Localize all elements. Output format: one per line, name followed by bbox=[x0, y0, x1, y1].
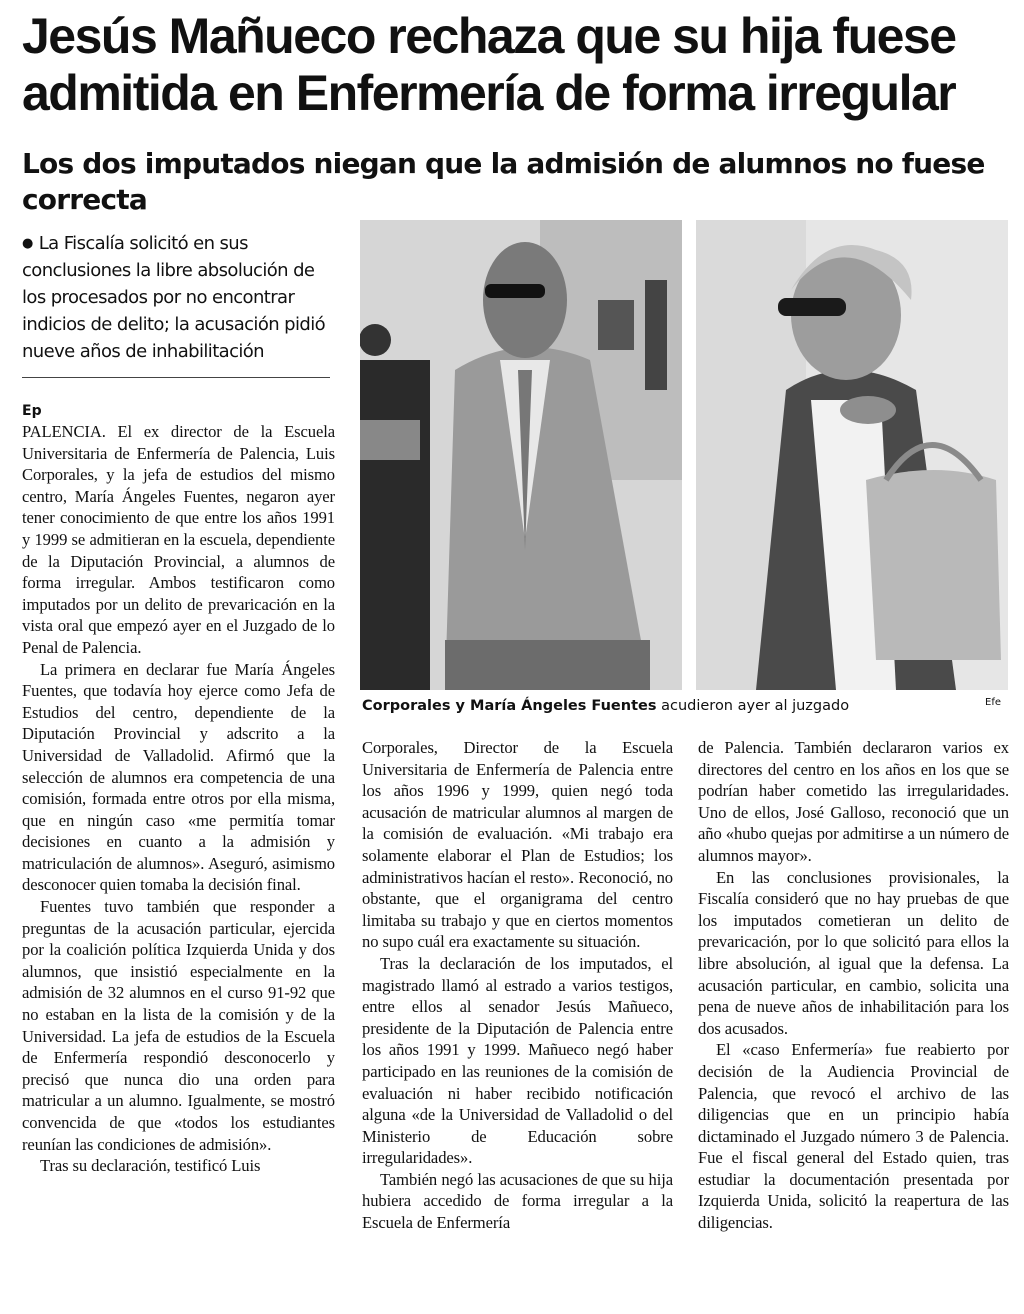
paragraph: En las conclusiones provisionales, la Fiscalía consideró que no hay pruebas de que los imputados cometieran un delito de prevaricación, por lo que solicitó para ellos la libre absolución, al igual que la defensa. La acusación particular, en cambio, solicita una pena de nueve años de inhabilitación para los dos acusados. bbox=[698, 867, 1009, 1038]
paragraph: Tras la declaración de los imputados, el magistrado llamó al estrado a varios testigos, entre ellos al senador Jesús Mañueco, presidente de la Diputación de Palencia entre los años 1991 y 1999. Mañueco negó haber participado en las reuniones de la comisión de evaluación ni haber recibido notificación alguna «de la Universidad de Valladolid o del Ministerio de Educación sobre irregularidades». bbox=[362, 953, 673, 1168]
paragraph: La primera en declarar fue María Ángeles Fuentes, que todavía hoy ejerce como Jefa de Estudios del centro, dependiente de la Diputación Provincial y adscrito a la Universidad de Valladolid. Afirmó que la selección de alumnos era competencia de una comisión, formada entre otros por ella misma, que en ningún caso «me permitía tomar decisiones en cuanto a la admisión y matriculación de alumnos». Aseguró, asimismo desconocer quien tomaba la decisión final. bbox=[22, 659, 335, 895]
photo-credit: Efe bbox=[985, 697, 1001, 708]
paragraph: También negó las acusaciones de que su hija hubiera accedido de forma irregular a la Escuela de Enfermería bbox=[362, 1169, 673, 1233]
article-column-1 bbox=[22, 421, 335, 1177]
paragraph: El «caso Enfermería» fue reabierto por decisión de la Audiencia Provincial de Palencia, que revocó el archivo de las diligencias que en un principio había dictaminado el Juzgado número 3 de Palencia. Fue el fiscal general del Estado quien, tras estudiar la documentación presentada por Izquierda Unida, solicitó la reapertura de las diligencias. bbox=[698, 1040, 1009, 1233]
summary-divider bbox=[22, 377, 330, 378]
photo-fuentes-image bbox=[696, 220, 1008, 690]
summary-text: La Fiscalía solicitó en sus conclusiones la libre absolución de los procesados por no encontrar indicios de delito; la acusación pidió nueve años de inhabilitación bbox=[22, 233, 326, 362]
photo-corporales-image bbox=[360, 220, 682, 690]
paragraph: de Palencia. También declararon varios ex directores del centro en los años en los que se podrían haber cometido las irregularidades. Uno de ellos, José Galloso, reconoció que un año «hubo quejas por admitirse a un número de alumnos mayor». bbox=[698, 738, 1009, 865]
article-column-3 bbox=[698, 737, 1009, 1234]
paragraph: Tras su declaración, testificó Luis bbox=[40, 1156, 261, 1176]
bullet-icon: ● bbox=[22, 236, 33, 251]
byline: Ep bbox=[22, 403, 42, 419]
paragraph: PALENCIA. El ex director de la Escuela Universitaria de Enfermería de Palencia, Luis Corporales, y la jefa de estudios del mismo centro, María Ángeles Fuentes, negaron ayer tener conocimiento de que entre los años 1991 y 1999 se admitieran en la escuela, dependiente de la Diputación Provincial, a alumnos de forma irregular. Ambos testificaron como imputados por un delito de prevaricación en la vista oral que empezó ayer en el Juzgado de lo Penal de Palencia. bbox=[22, 422, 335, 657]
caption-names: Corporales y María Ángeles Fuentes bbox=[362, 698, 657, 714]
photo-corporales bbox=[360, 220, 682, 690]
subheadline: Los dos imputados niegan que la admisión de alumnos no fuese correcta bbox=[22, 147, 985, 216]
paragraph: Fuentes tuvo también que responder a preguntas de la acusación particular, ejercida por la coalición política Izquierda Unida y dos alumnos, que insistió especialmente en la admisión de 32 alumnos en el curso 91-92 que no estaban en la lista de la comisión y de la Universidad. La jefa de estudios de la Escuela de Enfermería respondió desconocerlo y precisó que nunca dio una orden para matricular a un alumno. Igualmente, se mostró convencida de que «todos los estudiantes reunían las condiciones de admisión». bbox=[22, 897, 335, 1154]
caption-text: acudieron ayer al juzgado bbox=[661, 698, 850, 714]
article-column-2 bbox=[362, 737, 673, 1234]
photo-caption bbox=[362, 696, 962, 716]
headline: Jesús Mañueco rechaza que su hija fuese admitida en Enfermería de forma irregular bbox=[22, 8, 956, 121]
photo-fuentes bbox=[696, 220, 1008, 690]
paragraph: Corporales, Director de la Escuela Universitaria de Enfermería de Palencia entre los años 1996 y 1999, quien negó toda acusación de matricular alumnos al margen de la comisión de evaluación. «Mi trabajo era solamente elaborar el Plan de Estudios; los administrativos hacían el resto». Reconoció, no obstante, que el organigrama del centro limitaba su trabajo y que en ciertos momentos no supo cuál era exactamente su situación. bbox=[362, 738, 673, 952]
summary-box bbox=[22, 230, 334, 365]
